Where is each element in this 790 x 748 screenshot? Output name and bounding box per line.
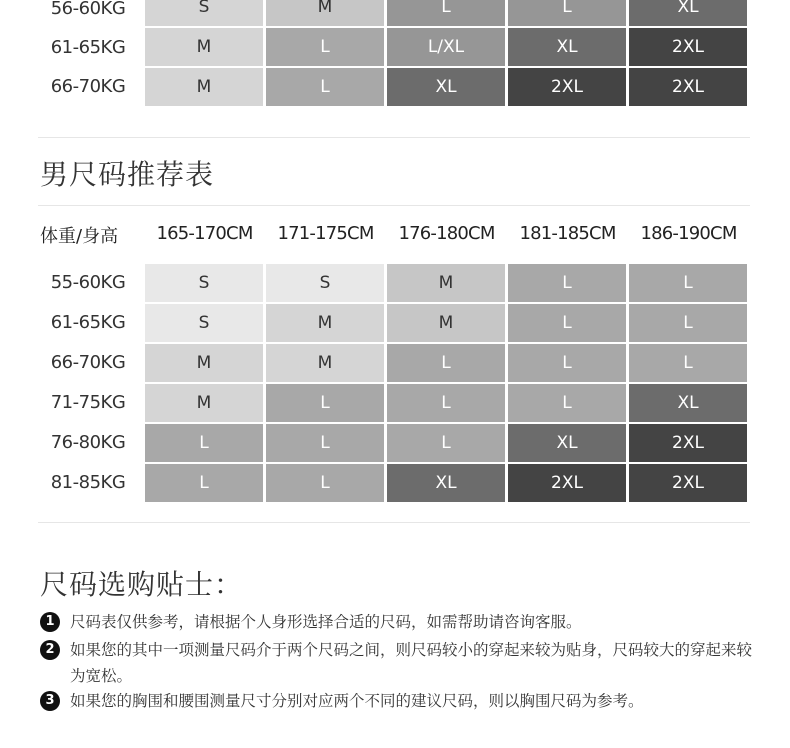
divider xyxy=(38,522,750,523)
divider xyxy=(38,137,750,138)
size-cell: XL xyxy=(387,464,505,502)
tip-text: 如果您的其中一项测量尺码介于两个尺码之间，则尺码较小的穿起来较为贴身，尺码较大的穿起来较为宽松。 xyxy=(70,641,753,685)
size-cell: L xyxy=(266,464,384,502)
row-label: 55-60KG xyxy=(50,272,126,293)
size-cell: L xyxy=(266,424,384,462)
top-size-table xyxy=(0,0,790,110)
size-cell: XL xyxy=(629,384,747,422)
size-cell: L xyxy=(508,0,626,26)
size-cell: L xyxy=(508,344,626,382)
row-label: 66-70KG xyxy=(50,352,126,373)
size-cell: M xyxy=(387,304,505,342)
size-cell: 2XL xyxy=(629,68,747,106)
tip-text: 尺码表仅供参考，请根据个人身形选择合适的尺码，如需帮助请咨询客服。 xyxy=(70,613,582,631)
size-cell: M xyxy=(266,344,384,382)
size-cell: L xyxy=(145,424,263,462)
size-cell: 2XL xyxy=(508,68,626,106)
tips-title: 尺码选购贴士： xyxy=(40,568,244,601)
size-cell: M xyxy=(266,0,384,26)
size-cell: L xyxy=(387,344,505,382)
size-cell: XL xyxy=(508,28,626,66)
column-header: 176-180CM xyxy=(398,223,495,244)
size-cell: L xyxy=(266,68,384,106)
size-cell: L xyxy=(145,464,263,502)
row-label: 76-80KG xyxy=(50,432,126,453)
top-row-label: 66-70KG xyxy=(50,76,126,97)
size-cell: L xyxy=(629,304,747,342)
tip-item xyxy=(40,688,755,714)
size-cell: L xyxy=(387,424,505,462)
men-table-title: 男尺码推荐表 xyxy=(40,158,215,191)
top-row-label: 61-65KG xyxy=(50,37,126,58)
row-label: 81-85KG xyxy=(50,472,126,493)
size-cell: S xyxy=(145,304,263,342)
size-cell: L xyxy=(266,384,384,422)
size-cell: L/XL xyxy=(387,28,505,66)
tip-number-badge: 2 xyxy=(40,640,60,660)
size-cell: S xyxy=(145,0,263,26)
column-header: 171-175CM xyxy=(277,223,374,244)
size-cell: L xyxy=(387,384,505,422)
divider xyxy=(38,205,750,206)
size-cell: L xyxy=(266,28,384,66)
size-cell: XL xyxy=(508,424,626,462)
size-cell: 2XL xyxy=(629,464,747,502)
size-cell: M xyxy=(145,344,263,382)
size-cell: XL xyxy=(629,0,747,26)
size-cell: L xyxy=(387,0,505,26)
men-table-header xyxy=(0,222,790,252)
tip-number-badge: 1 xyxy=(40,612,60,632)
size-cell: 2XL xyxy=(629,28,747,66)
column-header: 181-185CM xyxy=(519,223,616,244)
size-cell: 2XL xyxy=(629,424,747,462)
size-cell: M xyxy=(145,28,263,66)
column-header: 165-170CM xyxy=(156,223,253,244)
tip-text: 如果您的胸围和腰围测量尺寸分别对应两个不同的建议尺码，则以胸围尺码为参考。 xyxy=(70,692,644,710)
header-label: 体重/身高 xyxy=(40,226,119,247)
size-cell: 2XL xyxy=(508,464,626,502)
size-cell: L xyxy=(629,264,747,302)
men-size-table xyxy=(0,263,790,503)
size-cell: M xyxy=(387,264,505,302)
size-cell: XL xyxy=(387,68,505,106)
size-cell: L xyxy=(508,384,626,422)
size-cell: M xyxy=(266,304,384,342)
size-cell: S xyxy=(145,264,263,302)
row-label: 61-65KG xyxy=(50,312,126,333)
row-label: 71-75KG xyxy=(50,392,126,413)
size-cell: M xyxy=(145,384,263,422)
top-row-label: 56-60KG xyxy=(50,0,126,19)
size-cell: M xyxy=(145,68,263,106)
column-header: 186-190CM xyxy=(640,223,737,244)
size-cell: L xyxy=(508,264,626,302)
size-cell: L xyxy=(508,304,626,342)
tip-number-badge: 3 xyxy=(40,691,60,711)
tip-item xyxy=(40,609,755,635)
size-cell: S xyxy=(266,264,384,302)
tip-item xyxy=(40,637,755,689)
size-cell: L xyxy=(629,344,747,382)
